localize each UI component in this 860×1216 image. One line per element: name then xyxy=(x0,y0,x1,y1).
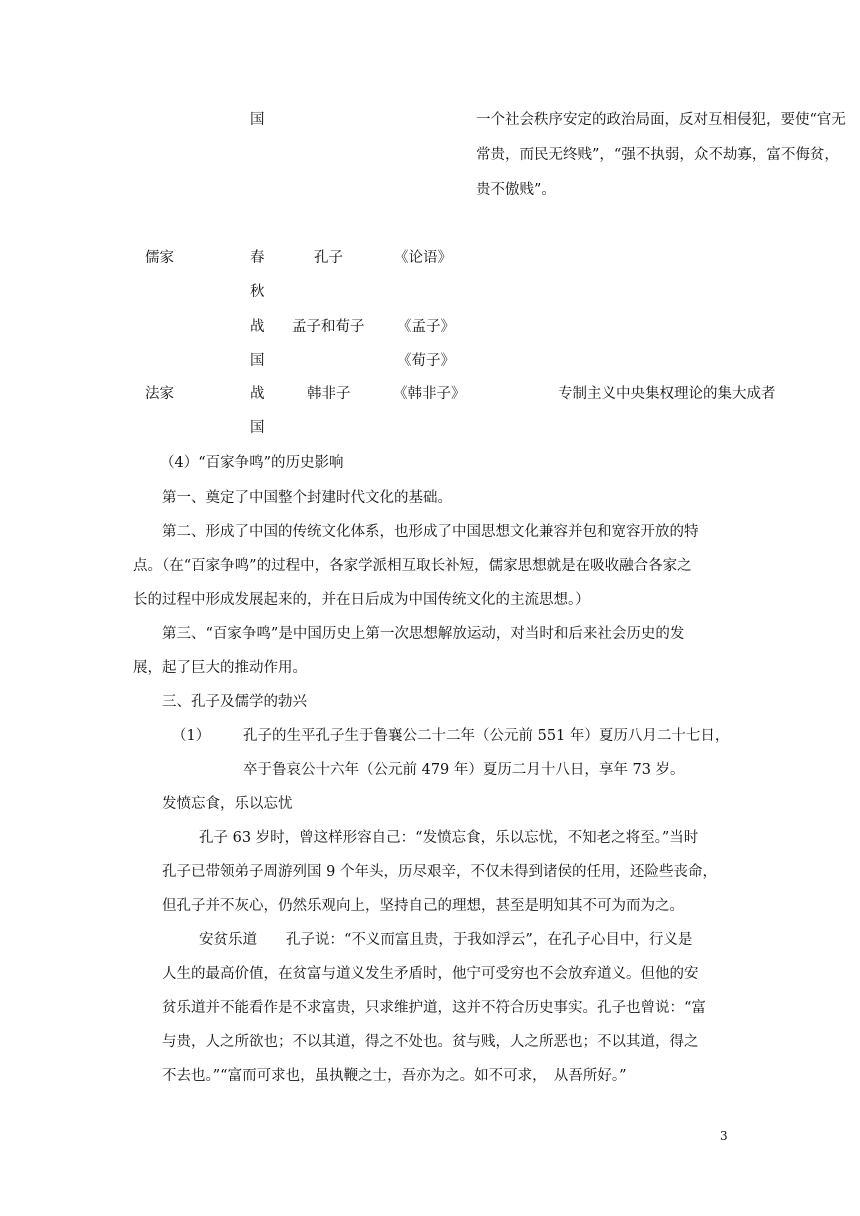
table-cell-work: 《韩非子》 xyxy=(393,386,466,402)
paragraph-line: 孔子已带领弟子周游列国 9 个年头，历尽艰辛，不仅未得到诸侯的任用，还险些丧命， xyxy=(162,864,717,880)
table-cell-work: 《论语》 xyxy=(394,250,452,266)
table-cell-person: 韩非子 xyxy=(307,386,351,402)
table-cell-content-line: 一个社会秩序安定的政治局面，反对互相侵犯，要使“官无 xyxy=(476,112,846,128)
paragraph-line: 安贫乐道 孔子说：“不义而富且贵，于我如浮云”，在孔子心目中，行义是 xyxy=(199,932,693,948)
paragraph-line: 人生的最高价值，在贫富与道义发生矛盾时，他宁可受穷也不会放弃道义。但他的安 xyxy=(162,966,699,982)
list-item-number: （1） xyxy=(172,728,211,744)
table-cell-school: 儒家 xyxy=(145,250,174,266)
paragraph-line: 第三、“百家争鸣”是中国历史上第一次思想解放运动，对当时和后来社会历史的发 xyxy=(162,626,685,642)
list-item-line: 卒于鲁哀公十六年（公元前 479 年）夏历二月十八日，享年 73 岁。 xyxy=(243,762,685,778)
paragraph-line: 点。（在“百家争鸣”的过程中，各家学派相互取长补短，儒家思想就是在吸收融合各家之 xyxy=(133,558,692,574)
table-cell-period: 国 xyxy=(250,112,265,128)
paragraph-line: 展，起了巨大的推动作用。 xyxy=(133,660,307,676)
table-cell-period: 战 xyxy=(250,386,265,402)
table-cell-person: 孟子和荀子 xyxy=(292,319,365,335)
table-cell-period: 秋 xyxy=(250,284,265,300)
sub-heading: 发愤忘食，乐以忘忧 xyxy=(162,796,293,812)
table-cell-period: 战 xyxy=(250,319,265,335)
table-cell-content-line: 常贵，而民无终贱”，“强不执弱，众不劫寡，富不侮贫， xyxy=(476,147,839,163)
table-cell-period: 国 xyxy=(250,420,265,436)
paragraph-line: 与贵，人之所欲也；不以其道，得之不处也。贫与贱，人之所恶也；不以其道，得之 xyxy=(162,1034,699,1050)
section-heading: 三、孔子及儒学的勃兴 xyxy=(162,694,307,710)
table-cell-note: 专制主义中央集权理论的集大成者 xyxy=(558,386,776,402)
paragraph-line: 不去也。”“富而可求也，虽执鞭之士，吾亦为之。如不可求， 从吾所好。” xyxy=(162,1068,627,1084)
paragraph-line: 贫乐道并不能看作是不求富贵，只求维护道，这并不符合历史事实。孔子也曾说：“富 xyxy=(162,1000,706,1016)
section-heading: （4）“百家争鸣”的历史影响 xyxy=(160,455,344,471)
list-item-line: 孔子的生平孔子生于鲁襄公二十二年（公元前 551 年）夏历八月二十七日， xyxy=(243,728,730,744)
paragraph-line: 孔子 63 岁时，曾这样形容自己：“发愤忘食，乐以忘忧，不知老之将至。”当时 xyxy=(199,830,699,846)
paragraph: 第一、奠定了中国整个封建时代文化的基础。 xyxy=(162,490,452,506)
table-cell-work: 《荀子》 xyxy=(397,353,455,369)
paragraph-line: 第二、形成了中国的传统文化体系，也形成了中国思想文化兼容并包和宽容开放的特 xyxy=(162,524,699,540)
paragraph-line: 长的过程中形成发展起来的，并在日后成为中国传统文化的主流思想。） xyxy=(133,592,590,608)
table-cell-person: 孔子 xyxy=(314,250,343,266)
paragraph-line: 但孔子并不灰心，仍然乐观向上，坚持自己的理想，甚至是明知其不可为而为之。 xyxy=(162,898,684,914)
table-cell-period: 春 xyxy=(250,250,265,266)
table-cell-work: 《孟子》 xyxy=(397,319,455,335)
table-cell-school: 法家 xyxy=(145,386,174,402)
table-cell-period: 国 xyxy=(250,353,265,369)
page-number: 3 xyxy=(720,1129,728,1143)
table-cell-content-line: 贵不傲贱”。 xyxy=(476,182,556,198)
